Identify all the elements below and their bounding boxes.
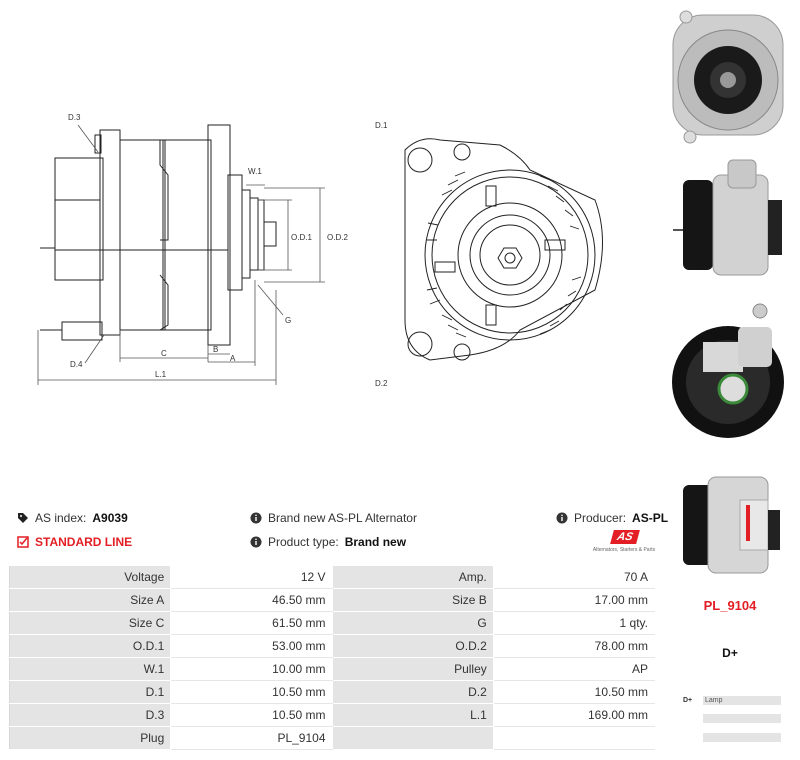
asp-logo — [592, 530, 656, 558]
spec-value: 169.00 mm — [493, 704, 654, 727]
label-w1: W.1 — [248, 167, 262, 176]
label-od2: O.D.2 — [327, 233, 348, 242]
alternator-photo-front — [668, 5, 788, 145]
label-l1: L.1 — [155, 370, 167, 379]
plug-code: PL_9104 — [703, 598, 757, 613]
spec-label: Size C — [10, 612, 171, 635]
specs-table — [9, 565, 655, 750]
spec-row — [10, 566, 655, 589]
logo-mark: AS — [610, 530, 640, 544]
product-type-value: Brand new — [344, 535, 407, 549]
spec-row — [10, 635, 655, 658]
logo-tagline: Alternators, Starters & Parts — [592, 547, 656, 553]
spec-value: 46.50 mm — [171, 589, 332, 612]
standard-line — [17, 535, 132, 549]
spec-label: W.1 — [10, 658, 171, 681]
label-od1: O.D.1 — [291, 233, 312, 242]
spec-value: PL_9104 — [171, 727, 332, 750]
spec-row — [10, 704, 655, 727]
tag-icon — [17, 512, 29, 524]
spec-row — [10, 612, 655, 635]
description-text: Brand new AS-PL Alternator — [268, 511, 417, 525]
info-icon — [250, 536, 262, 548]
spec-label: D.1 — [10, 681, 171, 704]
producer-value: AS-PL — [632, 511, 669, 525]
spec-label: D.2 — [332, 681, 493, 704]
standard-line-text: STANDARD LINE — [35, 535, 133, 549]
spec-value: 10.50 mm — [171, 681, 332, 704]
label-d1: D.1 — [375, 121, 388, 130]
connection-terminal: D+ — [681, 696, 703, 705]
producer-label: Producer: — [574, 511, 627, 525]
label-b: B — [213, 345, 219, 354]
description — [250, 511, 417, 525]
producer — [556, 511, 668, 525]
spec-label: Pulley — [332, 658, 493, 681]
spec-label — [332, 727, 493, 750]
connection-row — [681, 696, 781, 705]
spec-row — [10, 589, 655, 612]
label-a: A — [230, 354, 236, 363]
plug-terminal: D+ — [722, 646, 738, 660]
connection-terminal — [681, 714, 703, 723]
connection-function: Lamp — [705, 697, 723, 704]
spec-value: 78.00 mm — [493, 635, 654, 658]
label-c: C — [161, 349, 167, 358]
spec-label: D.3 — [10, 704, 171, 727]
spec-row — [10, 681, 655, 704]
spec-value: 61.50 mm — [171, 612, 332, 635]
spec-value: 17.00 mm — [493, 589, 654, 612]
spec-label: Size B — [332, 589, 493, 612]
as-index-value: A9039 — [92, 511, 128, 525]
spec-value: 70 A — [493, 566, 654, 589]
spec-label: Plug — [10, 727, 171, 750]
label-d2: D.2 — [375, 379, 388, 388]
connection-row — [681, 733, 781, 742]
spec-value: 10.50 mm — [493, 681, 654, 704]
spec-row — [10, 658, 655, 681]
product-type-label: Product type: — [268, 535, 339, 549]
info-icon — [556, 512, 568, 524]
spec-label: Voltage — [10, 566, 171, 589]
spec-value: 12 V — [171, 566, 332, 589]
spec-value — [493, 727, 654, 750]
as-index — [17, 511, 128, 525]
connection-row — [681, 714, 781, 723]
spec-row — [10, 727, 655, 750]
spec-label: G — [332, 612, 493, 635]
alternator-photo-side — [668, 155, 788, 285]
label-d4: D.4 — [70, 360, 83, 369]
spec-value: 10.50 mm — [171, 704, 332, 727]
spec-label: Size A — [10, 589, 171, 612]
spec-value: 53.00 mm — [171, 635, 332, 658]
alternator-photo-rear — [668, 297, 788, 457]
checkbox-check-icon — [17, 536, 29, 548]
spec-value: AP — [493, 658, 654, 681]
connection-terminal — [681, 733, 703, 742]
label-g: G — [285, 316, 292, 325]
spec-value: 10.00 mm — [171, 658, 332, 681]
info-icon — [250, 512, 262, 524]
spec-label: O.D.1 — [10, 635, 171, 658]
label-d3: D.3 — [68, 113, 81, 122]
spec-label: O.D.2 — [332, 635, 493, 658]
spec-label: L.1 — [332, 704, 493, 727]
spec-value: 1 qty. — [493, 612, 654, 635]
spec-label: Amp. — [332, 566, 493, 589]
as-index-label: AS index: — [35, 511, 87, 525]
product-type — [250, 535, 406, 549]
alternator-photo-top — [668, 465, 788, 580]
